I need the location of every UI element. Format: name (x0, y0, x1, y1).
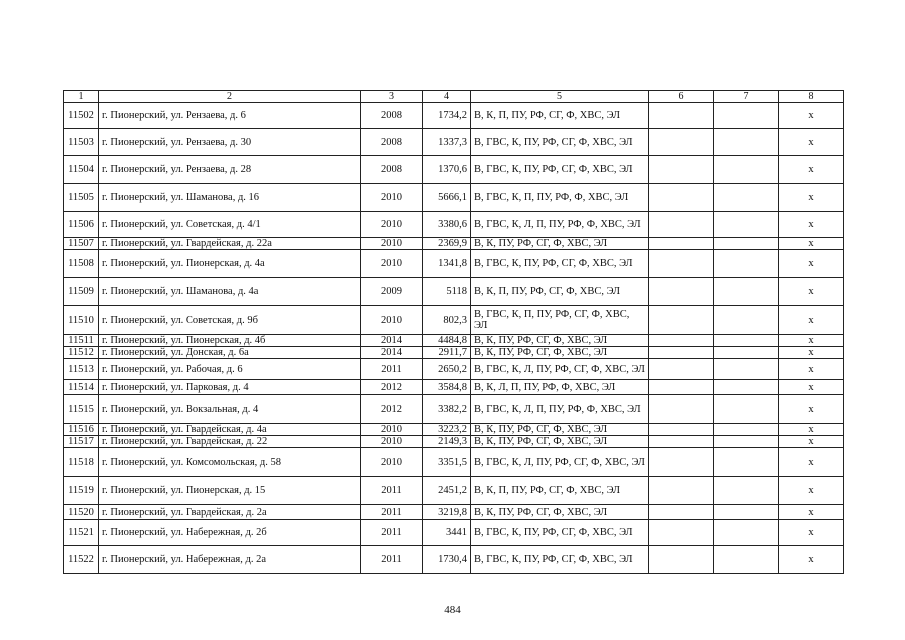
col6-cell (649, 103, 714, 129)
address-cell: г. Пионерский, ул. Набережная, д. 2б (99, 520, 361, 546)
header-cell: 4 (423, 91, 471, 103)
services-cell: В, К, П, ПУ, РФ, СГ, Ф, ХВС, ЭЛ (471, 477, 649, 505)
col8-cell: x (779, 380, 844, 395)
table-row (64, 448, 844, 477)
year-cell: 2010 (361, 306, 423, 335)
address-cell: г. Пионерский, ул. Рензаева, д. 28 (99, 156, 361, 184)
area-cell: 2369,9 (423, 238, 471, 250)
col8-cell: x (779, 103, 844, 129)
header-cell: 2 (99, 91, 361, 103)
row-number: 11514 (64, 380, 99, 395)
header-cell: 8 (779, 91, 844, 103)
address-cell: г. Пионерский, ул. Шаманова, д. 16 (99, 184, 361, 212)
col6-cell (649, 477, 714, 505)
address-cell: г. Пионерский, ул. Гвардейская, д. 4а (99, 424, 361, 436)
year-cell: 2014 (361, 347, 423, 359)
year-cell: 2011 (361, 520, 423, 546)
year-cell: 2014 (361, 335, 423, 347)
area-cell: 1341,8 (423, 250, 471, 278)
col7-cell (714, 520, 779, 546)
col6-cell (649, 448, 714, 477)
address-cell: г. Пионерский, ул. Рабочая, д. 6 (99, 359, 361, 380)
services-cell: В, ГВС, К, ПУ, РФ, СГ, Ф, ХВС, ЭЛ (471, 129, 649, 156)
table-row (64, 129, 844, 156)
col7-cell (714, 250, 779, 278)
table-row (64, 184, 844, 212)
col8-cell: x (779, 278, 844, 306)
area-cell: 1337,3 (423, 129, 471, 156)
col6-cell (649, 546, 714, 574)
table-row (64, 436, 844, 448)
col8-cell: x (779, 546, 844, 574)
col8-cell: x (779, 424, 844, 436)
col8-cell: x (779, 250, 844, 278)
address-cell: г. Пионерский, ул. Рензаева, д. 6 (99, 103, 361, 129)
col8-cell: x (779, 184, 844, 212)
col8-cell: x (779, 129, 844, 156)
page-number: 484 (444, 604, 461, 616)
table-row (64, 424, 844, 436)
row-number: 11521 (64, 520, 99, 546)
year-cell: 2008 (361, 103, 423, 129)
col7-cell (714, 380, 779, 395)
col6-cell (649, 424, 714, 436)
col8-cell: x (779, 436, 844, 448)
area-cell: 3219,8 (423, 505, 471, 520)
year-cell: 2009 (361, 278, 423, 306)
services-cell: В, К, П, ПУ, РФ, СГ, Ф, ХВС, ЭЛ (471, 103, 649, 129)
row-number: 11513 (64, 359, 99, 380)
col6-cell (649, 238, 714, 250)
address-cell: г. Пионерский, ул. Набережная, д. 2а (99, 546, 361, 574)
row-number: 11509 (64, 278, 99, 306)
table-row (64, 505, 844, 520)
table-row (64, 546, 844, 574)
services-cell: В, ГВС, К, ПУ, РФ, СГ, Ф, ХВС, ЭЛ (471, 520, 649, 546)
address-cell: г. Пионерский, ул. Рензаева, д. 30 (99, 129, 361, 156)
area-cell: 1370,6 (423, 156, 471, 184)
address-cell: г. Пионерский, ул. Пионерская, д. 4а (99, 250, 361, 278)
table-row (64, 380, 844, 395)
address-cell: г. Пионерский, ул. Советская, д. 4/1 (99, 212, 361, 238)
col6-cell (649, 250, 714, 278)
services-cell: В, ГВС, К, ПУ, РФ, СГ, Ф, ХВС, ЭЛ (471, 546, 649, 574)
services-cell: В, ГВС, К, Л, П, ПУ, РФ, Ф, ХВС, ЭЛ (471, 395, 649, 424)
header-cell: 5 (471, 91, 649, 103)
row-number: 11502 (64, 103, 99, 129)
table-header-row (64, 91, 844, 103)
table-row (64, 395, 844, 424)
col6-cell (649, 395, 714, 424)
area-cell: 2911,7 (423, 347, 471, 359)
services-cell: В, К, ПУ, РФ, СГ, Ф, ХВС, ЭЛ (471, 238, 649, 250)
services-cell: В, ГВС, К, Л, П, ПУ, РФ, Ф, ХВС, ЭЛ (471, 212, 649, 238)
col7-cell (714, 278, 779, 306)
col8-cell: x (779, 520, 844, 546)
year-cell: 2011 (361, 546, 423, 574)
col6-cell (649, 505, 714, 520)
services-cell: В, К, ПУ, РФ, СГ, Ф, ХВС, ЭЛ (471, 347, 649, 359)
table-row (64, 520, 844, 546)
services-cell: В, ГВС, К, Л, ПУ, РФ, СГ, Ф, ХВС, ЭЛ (471, 448, 649, 477)
area-cell: 1734,2 (423, 103, 471, 129)
address-cell: г. Пионерский, ул. Гвардейская, д. 2а (99, 505, 361, 520)
col6-cell (649, 380, 714, 395)
col7-cell (714, 156, 779, 184)
col8-cell: x (779, 395, 844, 424)
year-cell: 2010 (361, 184, 423, 212)
year-cell: 2010 (361, 212, 423, 238)
col7-cell (714, 477, 779, 505)
col7-cell (714, 424, 779, 436)
address-cell: г. Пионерский, ул. Комсомольская, д. 58 (99, 448, 361, 477)
area-cell: 2149,3 (423, 436, 471, 448)
row-number: 11507 (64, 238, 99, 250)
address-cell: г. Пионерский, ул. Пионерская, д. 4б (99, 335, 361, 347)
services-cell: В, ГВС, К, П, ПУ, РФ, СГ, Ф, ХВС, ЭЛ (471, 306, 649, 335)
row-number: 11508 (64, 250, 99, 278)
row-number: 11519 (64, 477, 99, 505)
services-cell: В, ГВС, К, ПУ, РФ, СГ, Ф, ХВС, ЭЛ (471, 250, 649, 278)
address-cell: г. Пионерский, ул. Вокзальная, д. 4 (99, 395, 361, 424)
services-cell: В, К, ПУ, РФ, СГ, Ф, ХВС, ЭЛ (471, 436, 649, 448)
col8-cell: x (779, 335, 844, 347)
year-cell: 2010 (361, 238, 423, 250)
col6-cell (649, 520, 714, 546)
address-cell: г. Пионерский, ул. Донская, д. 6а (99, 347, 361, 359)
services-cell: В, К, ПУ, РФ, СГ, Ф, ХВС, ЭЛ (471, 505, 649, 520)
row-number: 11515 (64, 395, 99, 424)
address-cell: г. Пионерский, ул. Парковая, д. 4 (99, 380, 361, 395)
table-row (64, 103, 844, 129)
area-cell: 1730,4 (423, 546, 471, 574)
year-cell: 2011 (361, 505, 423, 520)
area-cell: 3441 (423, 520, 471, 546)
col6-cell (649, 156, 714, 184)
address-cell: г. Пионерский, ул. Советская, д. 9б (99, 306, 361, 335)
area-cell: 3584,8 (423, 380, 471, 395)
col8-cell: x (779, 505, 844, 520)
row-number: 11522 (64, 546, 99, 574)
col8-cell: x (779, 306, 844, 335)
year-cell: 2008 (361, 156, 423, 184)
services-cell: В, ГВС, К, ПУ, РФ, СГ, Ф, ХВС, ЭЛ (471, 156, 649, 184)
row-number: 11510 (64, 306, 99, 335)
area-cell: 4484,8 (423, 335, 471, 347)
col7-cell (714, 184, 779, 212)
col7-cell (714, 238, 779, 250)
services-cell: В, К, ПУ, РФ, СГ, Ф, ХВС, ЭЛ (471, 335, 649, 347)
address-cell: г. Пионерский, ул. Гвардейская, д. 22 (99, 436, 361, 448)
row-number: 11518 (64, 448, 99, 477)
year-cell: 2010 (361, 436, 423, 448)
table-row (64, 347, 844, 359)
row-number: 11517 (64, 436, 99, 448)
row-number: 11511 (64, 335, 99, 347)
header-cell: 7 (714, 91, 779, 103)
row-number: 11505 (64, 184, 99, 212)
address-cell: г. Пионерский, ул. Шаманова, д. 4а (99, 278, 361, 306)
row-number: 11506 (64, 212, 99, 238)
services-cell: В, К, П, ПУ, РФ, СГ, Ф, ХВС, ЭЛ (471, 278, 649, 306)
col7-cell (714, 359, 779, 380)
col7-cell (714, 347, 779, 359)
col7-cell (714, 546, 779, 574)
col6-cell (649, 278, 714, 306)
year-cell: 2010 (361, 250, 423, 278)
header-cell: 3 (361, 91, 423, 103)
area-cell: 5118 (423, 278, 471, 306)
address-cell: г. Пионерский, ул. Пионерская, д. 15 (99, 477, 361, 505)
col6-cell (649, 184, 714, 212)
col8-cell: x (779, 359, 844, 380)
area-cell: 3223,2 (423, 424, 471, 436)
year-cell: 2008 (361, 129, 423, 156)
year-cell: 2010 (361, 448, 423, 477)
row-number: 11520 (64, 505, 99, 520)
year-cell: 2012 (361, 380, 423, 395)
table-row (64, 212, 844, 238)
col7-cell (714, 335, 779, 347)
row-number: 11504 (64, 156, 99, 184)
row-number: 11516 (64, 424, 99, 436)
col7-cell (714, 448, 779, 477)
table-row (64, 278, 844, 306)
table-row (64, 306, 844, 335)
area-cell: 3380,6 (423, 212, 471, 238)
services-cell: В, ГВС, К, П, ПУ, РФ, Ф, ХВС, ЭЛ (471, 184, 649, 212)
col7-cell (714, 129, 779, 156)
year-cell: 2011 (361, 359, 423, 380)
col7-cell (714, 306, 779, 335)
col8-cell: x (779, 477, 844, 505)
col7-cell (714, 212, 779, 238)
table-row (64, 238, 844, 250)
col8-cell: x (779, 238, 844, 250)
housing-registry-table (63, 90, 844, 574)
address-cell: г. Пионерский, ул. Гвардейская, д. 22а (99, 238, 361, 250)
area-cell: 802,3 (423, 306, 471, 335)
table-row (64, 359, 844, 380)
col7-cell (714, 395, 779, 424)
area-cell: 3382,2 (423, 395, 471, 424)
table-row (64, 335, 844, 347)
col7-cell (714, 436, 779, 448)
area-cell: 3351,5 (423, 448, 471, 477)
col8-cell: x (779, 212, 844, 238)
year-cell: 2010 (361, 424, 423, 436)
row-number: 11512 (64, 347, 99, 359)
row-number: 11503 (64, 129, 99, 156)
col6-cell (649, 436, 714, 448)
area-cell: 5666,1 (423, 184, 471, 212)
area-cell: 2451,2 (423, 477, 471, 505)
header-cell: 1 (64, 91, 99, 103)
table-row (64, 250, 844, 278)
col6-cell (649, 347, 714, 359)
col6-cell (649, 306, 714, 335)
area-cell: 2650,2 (423, 359, 471, 380)
year-cell: 2012 (361, 395, 423, 424)
col7-cell (714, 103, 779, 129)
services-cell: В, К, Л, П, ПУ, РФ, Ф, ХВС, ЭЛ (471, 380, 649, 395)
col7-cell (714, 505, 779, 520)
col6-cell (649, 359, 714, 380)
col6-cell (649, 335, 714, 347)
col6-cell (649, 129, 714, 156)
services-cell: В, ГВС, К, Л, ПУ, РФ, СГ, Ф, ХВС, ЭЛ (471, 359, 649, 380)
table-row (64, 477, 844, 505)
col8-cell: x (779, 448, 844, 477)
col8-cell: x (779, 156, 844, 184)
services-cell: В, К, ПУ, РФ, СГ, Ф, ХВС, ЭЛ (471, 424, 649, 436)
header-cell: 6 (649, 91, 714, 103)
col8-cell: x (779, 347, 844, 359)
col6-cell (649, 212, 714, 238)
year-cell: 2011 (361, 477, 423, 505)
table-row (64, 156, 844, 184)
